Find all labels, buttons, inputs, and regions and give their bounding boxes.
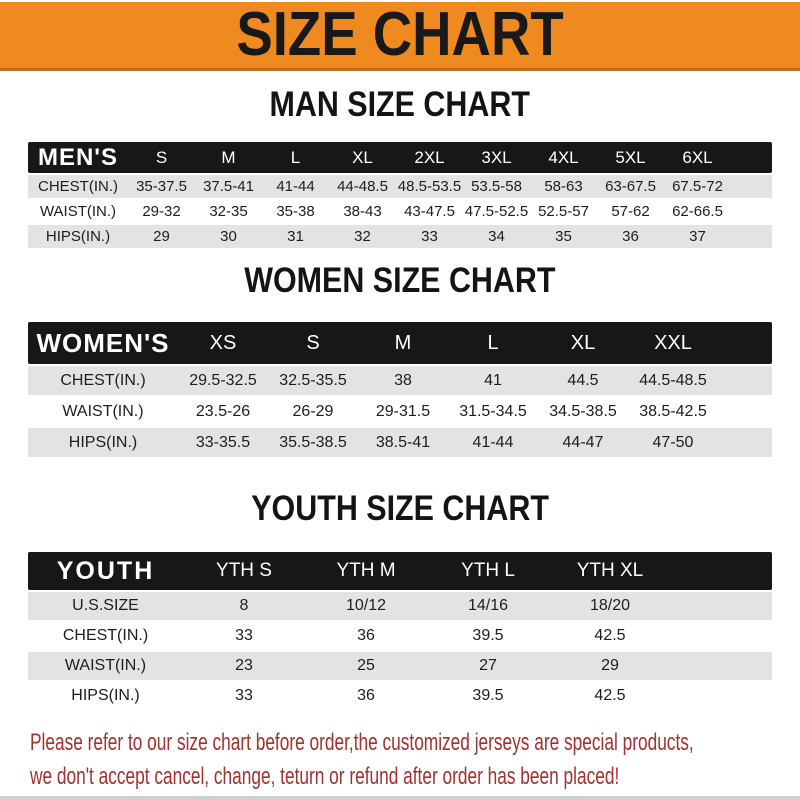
- table-row: [28, 592, 772, 620]
- table-cell: 23.5-26: [195, 402, 251, 420]
- banner: [0, 2, 800, 71]
- table-corner-label: YOUTH: [56, 556, 155, 585]
- table-cell: 37: [689, 228, 706, 245]
- row-label: WAIST(IN.): [39, 203, 117, 220]
- row-label: WAIST(IN.): [62, 402, 144, 420]
- table-cell: 38-43: [343, 203, 382, 220]
- table-cell: 39.5: [472, 627, 504, 644]
- table-row: [28, 366, 772, 395]
- table-cell: 32: [354, 228, 371, 245]
- column-header: M: [394, 331, 412, 354]
- table-cell: 10/12: [345, 597, 387, 614]
- table-cell: 23: [235, 657, 253, 674]
- table-cell: 27: [479, 657, 497, 674]
- row-label: CHEST(IN.): [38, 178, 118, 195]
- table-cell: 33-35.5: [195, 433, 251, 451]
- column-header: XL: [570, 331, 596, 354]
- table-cell: 32-35: [209, 203, 248, 220]
- table-cell: 36: [357, 627, 375, 644]
- table-row: [28, 200, 772, 223]
- banner-title: SIZE CHART: [236, 0, 564, 69]
- table-cell: 44-47: [562, 433, 604, 451]
- table-cell: 35-38: [276, 203, 315, 220]
- table-cell: 48.5-53.5: [397, 178, 462, 195]
- table-cell: 33: [235, 687, 253, 704]
- column-header: XS: [209, 331, 237, 354]
- youth-size-table: [28, 552, 772, 710]
- table-cell: 57-62: [611, 203, 650, 220]
- disclaimer-line-1: Please refer to our size chart before order,the customized jerseys are special products,: [30, 729, 694, 756]
- youth-section-title: [0, 491, 800, 527]
- table-cell: 34.5-38.5: [549, 402, 617, 420]
- column-header: L: [487, 331, 499, 354]
- table-cell: 53.5-58: [471, 178, 522, 195]
- column-header: 4XL: [548, 147, 579, 167]
- table-cell: 41: [484, 371, 502, 389]
- column-header: 5XL: [615, 147, 646, 167]
- man-section-title-text: MAN SIZE CHART: [269, 85, 531, 124]
- table-cell: 38: [394, 371, 412, 389]
- column-header: L: [290, 147, 301, 167]
- column-header: YTH M: [336, 560, 396, 581]
- row-label: HIPS(IN.): [68, 433, 138, 451]
- table-cell: 35.5-38.5: [279, 433, 347, 451]
- table-cell: 41-44: [276, 178, 315, 195]
- table-cell: 8: [239, 597, 249, 614]
- table-cell: 43-47.5: [404, 203, 455, 220]
- women-section-title-text: WOMEN SIZE CHART: [244, 261, 556, 300]
- row-label: CHEST(IN.): [62, 627, 149, 644]
- men-size-table-header-bar: [28, 142, 772, 173]
- table-cell: 42.5: [594, 627, 626, 644]
- table-corner-label: MEN'S: [37, 143, 119, 171]
- table-cell: 26-29: [292, 402, 334, 420]
- youth-size-table-header-bar: [28, 552, 772, 590]
- table-cell: 18/20: [589, 597, 631, 614]
- table-cell: 35-37.5: [136, 178, 187, 195]
- table-cell: 47.5-52.5: [464, 203, 529, 220]
- table-cell: 30: [220, 228, 237, 245]
- table-cell: 31: [287, 228, 304, 245]
- table-cell: 63-67.5: [605, 178, 656, 195]
- column-header: XL: [352, 147, 373, 167]
- column-header: S: [306, 331, 320, 354]
- table-cell: 44.5: [567, 371, 599, 389]
- table-cell: 67.5-72: [672, 178, 723, 195]
- men-size-table: [28, 142, 772, 248]
- table-cell: 38.5-42.5: [639, 402, 707, 420]
- column-header: YTH XL: [576, 560, 644, 581]
- table-cell: 33: [421, 228, 438, 245]
- column-header: M: [221, 147, 236, 167]
- table-cell: 44.5-48.5: [639, 371, 707, 389]
- row-label: HIPS(IN.): [71, 687, 140, 704]
- disclaimer-line-2: we don't accept cancel, change, teturn or refund after order has been placed!: [30, 763, 620, 790]
- table-cell: 29.5-32.5: [189, 371, 257, 389]
- table-corner-label: WOMEN'S: [36, 327, 170, 358]
- column-header: XXL: [654, 331, 692, 354]
- disclaimer-note: [30, 726, 800, 794]
- table-row: [28, 682, 772, 710]
- table-row: [28, 225, 772, 248]
- table-cell: 42.5: [594, 687, 626, 704]
- table-cell: 34: [488, 228, 505, 245]
- table-cell: 29: [601, 657, 619, 674]
- table-row: [28, 175, 772, 198]
- column-header: YTH L: [461, 560, 515, 581]
- table-cell: 31.5-34.5: [459, 402, 527, 420]
- table-cell: 37.5-41: [203, 178, 254, 195]
- table-cell: 44-48.5: [337, 178, 388, 195]
- table-cell: 29-31.5: [375, 402, 431, 420]
- table-cell: 25: [357, 657, 375, 674]
- man-section-title: [0, 87, 800, 123]
- column-header: S: [155, 147, 168, 167]
- column-header: 3XL: [481, 147, 512, 167]
- row-label: CHEST(IN.): [60, 371, 146, 389]
- table-cell: 33: [235, 627, 253, 644]
- column-header: 2XL: [414, 147, 445, 167]
- table-row: [28, 428, 772, 457]
- row-label: U.S.SIZE: [72, 597, 139, 614]
- column-header: YTH S: [216, 560, 272, 581]
- table-cell: 36: [357, 687, 375, 704]
- table-cell: 41-44: [472, 433, 514, 451]
- table-cell: 47-50: [652, 433, 694, 451]
- table-cell: 29-32: [142, 203, 181, 220]
- row-label: HIPS(IN.): [45, 228, 111, 245]
- youth-section-title-text: YOUTH SIZE CHART: [251, 489, 549, 528]
- women-section-title: [0, 263, 800, 299]
- table-cell: 36: [622, 228, 639, 245]
- table-row: [28, 622, 772, 650]
- table-cell: 39.5: [472, 687, 504, 704]
- women-size-table: [28, 322, 772, 457]
- table-cell: 52.5-57: [538, 203, 589, 220]
- table-cell: 29: [153, 228, 170, 245]
- table-row: [28, 652, 772, 680]
- bottom-edge-strip: [0, 796, 800, 800]
- table-row: [28, 397, 772, 426]
- table-cell: 58-63: [544, 178, 583, 195]
- row-label: WAIST(IN.): [64, 657, 147, 674]
- women-size-table-header-bar: [28, 322, 772, 364]
- column-header: 6XL: [682, 147, 713, 167]
- table-cell: 35: [555, 228, 572, 245]
- table-cell: 14/16: [467, 597, 509, 614]
- table-cell: 62-66.5: [672, 203, 723, 220]
- table-cell: 38.5-41: [375, 433, 431, 451]
- table-cell: 32.5-35.5: [279, 371, 347, 389]
